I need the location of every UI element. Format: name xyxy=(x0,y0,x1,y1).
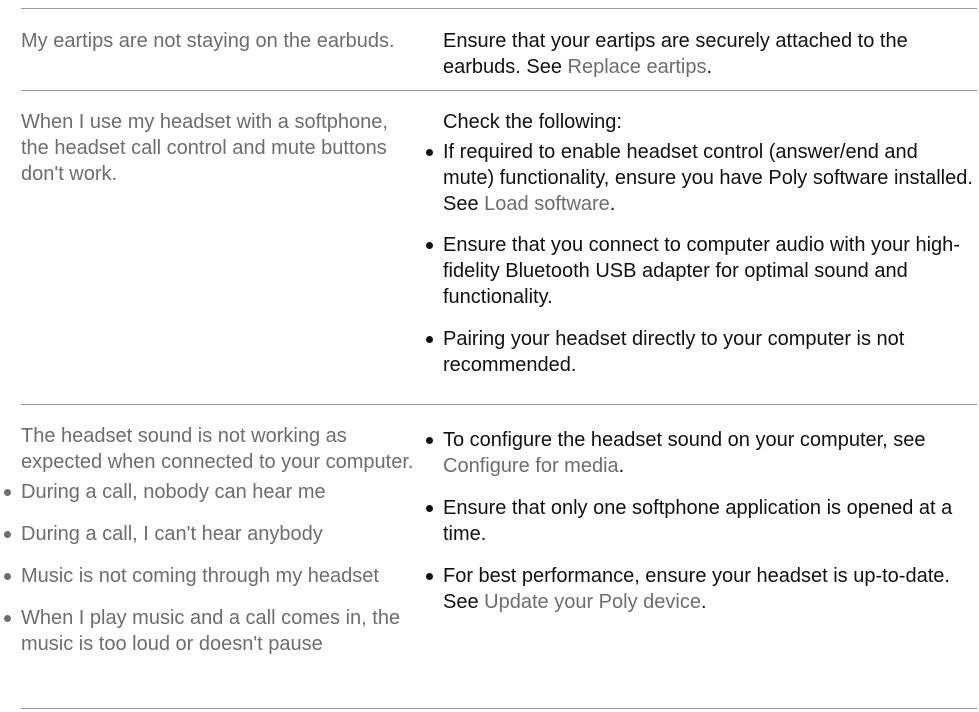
list-item xyxy=(443,232,973,310)
list-item xyxy=(21,563,421,589)
row-divider-2 xyxy=(21,404,977,405)
load-software-link[interactable]: Load software xyxy=(484,193,610,215)
bullet-text: Ensure that only one softphone application is opened at a time. xyxy=(443,497,953,545)
row-1-answer-text: Ensure that your eartips are securely attached to the earbuds. See xyxy=(443,30,908,78)
top-divider xyxy=(21,8,977,9)
symptom-text: During a call, I can't hear anybody xyxy=(21,523,323,545)
bullet-text: Ensure that you connect to computer audio with your high-fidelity Bluetooth USB adapter for optimal sound and functionality. xyxy=(443,234,960,308)
bullet-icon xyxy=(426,336,433,343)
bullet-text: Pairing your headset directly to your computer is not recommended. xyxy=(443,328,905,376)
row-2-question xyxy=(21,109,421,187)
bullet-text: If required to enable headset control (answer/end and mute) functionality, ensure you have Poly software installed. See xyxy=(443,141,973,215)
bottom-divider xyxy=(21,708,977,709)
replace-eartips-link[interactable]: Replace eartips xyxy=(567,56,707,78)
bullet-end: . xyxy=(618,455,625,477)
row-2-bullet-list xyxy=(443,139,973,378)
bullet-text: For best performance, ensure your headset is up-to-date. See xyxy=(443,565,950,613)
bullet-icon xyxy=(4,573,11,580)
update-poly-device-link[interactable]: Update your Poly device xyxy=(484,591,701,613)
row-2-intro: Check the following: xyxy=(443,111,622,133)
row-3-answer xyxy=(443,427,973,615)
bullet-icon xyxy=(4,615,11,622)
symptom-text: When I play music and a call comes in, the music is too loud or doesn't pause xyxy=(21,607,401,655)
bullet-icon xyxy=(426,242,433,249)
row-3-question-text: The headset sound is not working as expected when connected to your computer. xyxy=(21,425,414,473)
row-3-symptom-list xyxy=(21,479,421,657)
bullet-icon xyxy=(426,505,433,512)
row-3-question xyxy=(21,423,421,657)
symptom-text: Music is not coming through my headset xyxy=(21,565,379,587)
bullet-end: . xyxy=(700,591,707,613)
bullet-icon xyxy=(4,531,11,538)
list-item xyxy=(443,139,973,217)
list-item xyxy=(21,479,421,505)
bullet-icon xyxy=(4,489,11,496)
bullet-end: . xyxy=(609,193,616,215)
row-1-answer xyxy=(443,28,973,80)
row-3-bullet-list xyxy=(443,427,973,615)
bullet-text: To configure the headset sound on your computer, see xyxy=(443,429,926,451)
symptom-text: During a call, nobody can hear me xyxy=(21,481,326,503)
bullet-icon xyxy=(426,437,433,444)
list-item xyxy=(443,326,973,378)
bullet-icon xyxy=(426,149,433,156)
row-divider-1 xyxy=(21,90,977,91)
configure-for-media-link[interactable]: Configure for media xyxy=(443,455,619,477)
row-1-question xyxy=(21,28,421,54)
list-item xyxy=(443,427,973,479)
row-2-question-text: When I use my headset with a softphone, the headset call control and mute buttons don't work. xyxy=(21,111,388,185)
list-item xyxy=(21,605,421,657)
list-item xyxy=(443,563,973,615)
row-1-question-text: My eartips are not staying on the earbuds. xyxy=(21,30,395,52)
row-1-answer-end: . xyxy=(706,56,713,78)
list-item xyxy=(21,521,421,547)
list-item xyxy=(443,495,973,547)
row-2-answer xyxy=(443,109,973,378)
bullet-icon xyxy=(426,573,433,580)
